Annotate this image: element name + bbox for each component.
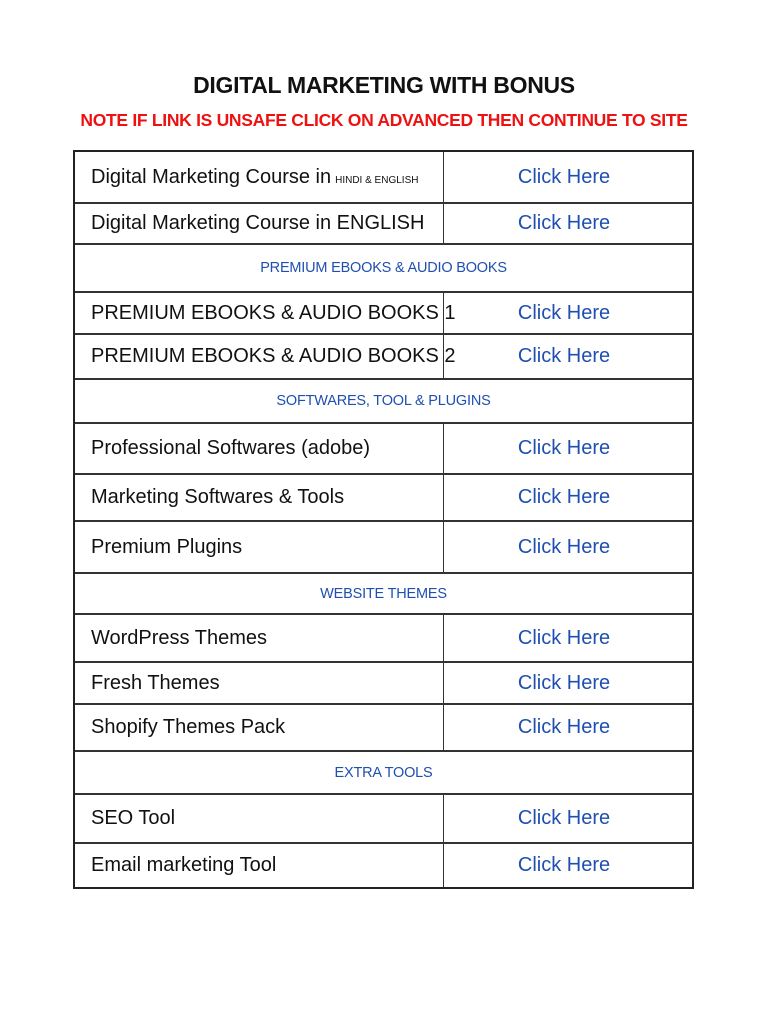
section-header: WEBSITE THEMES (75, 574, 692, 615)
section-header: EXTRA TOOLS (75, 752, 692, 795)
click-here-link[interactable]: Click Here (517, 165, 611, 188)
table-row (75, 522, 692, 574)
click-here-link[interactable]: Click Here (517, 486, 611, 508)
table-row (75, 795, 692, 844)
table-row (75, 705, 692, 752)
row-label: WordPress Themes (75, 615, 444, 661)
row-label: PREMIUM EBOOKS & AUDIO BOOKS 2 (75, 335, 444, 378)
table-row (75, 204, 692, 245)
links-table (73, 150, 694, 889)
row-label: SEO Tool (75, 795, 444, 842)
row-label: Shopify Themes Pack (75, 705, 444, 750)
table-row (75, 424, 692, 475)
row-label: Email marketing Tool (75, 844, 444, 887)
click-here-link[interactable]: Click Here (517, 626, 611, 649)
row-label: Digital Marketing Course in ENGLISH (75, 204, 444, 243)
click-here-link[interactable]: Click Here (517, 854, 611, 876)
click-here-link[interactable]: Click Here (517, 345, 611, 367)
table-row (75, 335, 692, 380)
click-here-link[interactable]: Click Here (517, 437, 611, 459)
row-label: Professional Softwares (adobe) (75, 424, 444, 473)
click-here-link[interactable]: Click Here (517, 716, 611, 738)
click-here-link[interactable]: Click Here (517, 671, 611, 694)
row-label: PREMIUM EBOOKS & AUDIO BOOKS 1 (75, 293, 444, 333)
section-header: PREMIUM EBOOKS & AUDIO BOOKS (75, 245, 692, 293)
row-label: Marketing Softwares & Tools (75, 475, 444, 520)
row-label: Fresh Themes (75, 663, 444, 703)
page-title: DIGITAL MARKETING WITH BONUS (193, 72, 575, 98)
table-row (75, 293, 692, 335)
row-label: Digital Marketing Course in HINDI & ENGLISH (75, 152, 444, 202)
table-row (75, 475, 692, 522)
click-here-link[interactable]: Click Here (517, 212, 611, 234)
click-here-link[interactable]: Click Here (517, 807, 611, 829)
click-here-link[interactable]: Click Here (517, 535, 611, 558)
table-row (75, 615, 692, 663)
row-label: Premium Plugins (75, 522, 444, 572)
click-here-link[interactable]: Click Here (517, 301, 611, 324)
table-row (75, 663, 692, 705)
warning-note: NOTE IF LINK IS UNSAFE CLICK ON ADVANCED THEN CONTINUE TO SITE (80, 110, 688, 130)
table-row (75, 844, 692, 887)
section-header: SOFTWARES, TOOL & PLUGINS (75, 380, 692, 424)
table-row (75, 152, 692, 204)
